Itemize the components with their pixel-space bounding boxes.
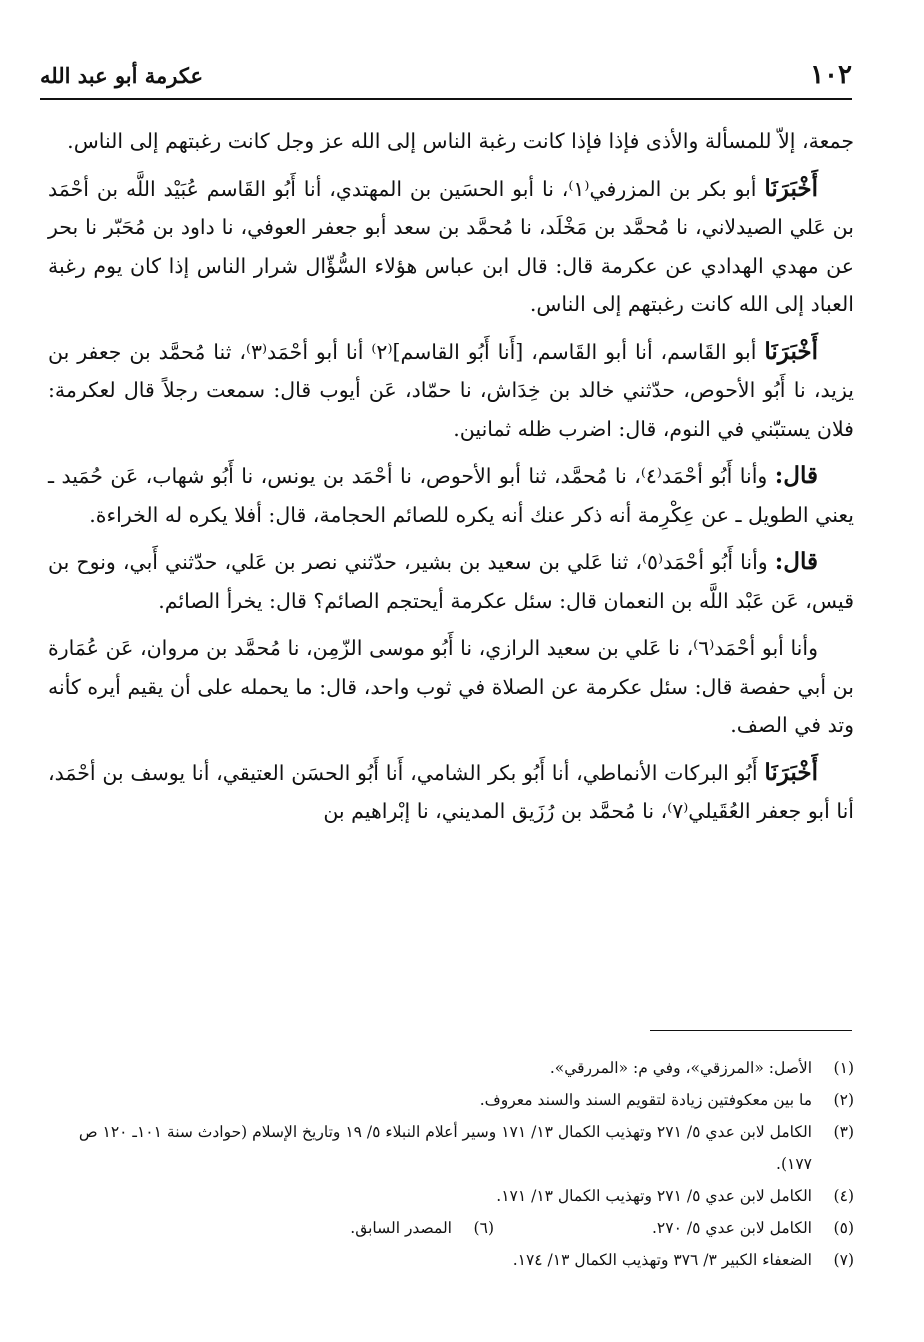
paragraph-text: أَبُو البركات الأنماطي، أنا أَبُو بكر الشامي، أَنا أَبُو الحسَن العتيقي، أنا يوسف بن أحْمَد، أنا أبو جعفر العُقَيلي⁽٧⁾، نا مُحمَّد بن رُزَيق المديني، نا إبْراهيم بن bbox=[48, 760, 854, 823]
footnote-number: (٣) bbox=[833, 1123, 854, 1141]
running-head bbox=[40, 58, 852, 100]
paragraph-4 bbox=[48, 457, 854, 534]
paragraph-text: وأنا أَبُو أحْمَد⁽٥⁾، ثنا عَلي بن سعيد بن بشير، حدّثني نصر بن عَلي، حدّثني أَبي، ونوح بن قيس، عَن عَبْد اللَّه بن النعمان قال: سئل عكرمة أيحتجم الصائم؟ قال: يخرأ الصائم. bbox=[48, 550, 854, 613]
footnote-number: (٧) bbox=[833, 1251, 854, 1269]
footnote-1 bbox=[48, 1052, 854, 1084]
paragraph-text: أبو القَاسم، أنا أبو القَاسم، [أَنا أَبُو القاسم]⁽٢⁾ أنا أبو أحْمَد⁽٣⁾، ثنا مُحمَّد بن جعفر بن يزيد، نا أَبُو الأحوص، حدّثني خالد بن خِدَاش، نا حمّاد، عَن أيوب قال: سمعت رجلاً قال لعكرمة: فلان يستبّني في النوم، قال: اضرب ظله ثمانين. bbox=[48, 339, 854, 441]
paragraph-lead-word: أَخْبَرَنَا bbox=[764, 337, 818, 365]
footnote-row-5-6 bbox=[48, 1212, 854, 1244]
paragraph-lead-word: قال: bbox=[774, 462, 818, 489]
footnote-2 bbox=[48, 1084, 854, 1116]
footnote-text: الكامل لابن عدي ٥/ ٢٧٠. bbox=[651, 1219, 812, 1237]
footnote-text: ما بين معكوفتين زيادة لتقويم السند والسند معروف. bbox=[479, 1091, 812, 1109]
footnote-number: (٢) bbox=[833, 1091, 854, 1109]
paragraph-lead-word: قال: bbox=[774, 548, 818, 575]
footnote-number: (٤) bbox=[833, 1187, 854, 1205]
footnote-4 bbox=[48, 1180, 854, 1212]
main-text bbox=[48, 122, 854, 840]
footnote-number: (١) bbox=[833, 1059, 854, 1077]
paragraph-3 bbox=[48, 333, 854, 449]
footnote-separator bbox=[650, 1030, 852, 1031]
book-title: عكرمة أبو عبد الله bbox=[40, 63, 204, 88]
paragraph-text: وأنا أَبُو أحْمَد⁽٤⁾، نا مُحمَّد، ثنا أبو الأحوص، نا أحْمَد بن يونس، نا أَبُو شهاب، عَن حُمَيد ـ يعني الطويل ـ عن عِكْرِمة أنه ذكر عنك أنه يكره للصائم الحجامة، قال: أفلا يكره له الخراءة. bbox=[48, 464, 854, 527]
paragraph-1 bbox=[48, 122, 854, 161]
footnote-text: الكامل لابن عدي ٥/ ٢٧١ وتهذيب الكمال ١٣/ ١٧١ وسير أعلام النبلاء ٥/ ١٩ وتاريخ الإسلام (حوادث سنة ١٠١ـ ١٢٠ ص ١٧٧). bbox=[78, 1123, 812, 1173]
paragraph-6 bbox=[48, 629, 854, 745]
paragraph-2 bbox=[48, 170, 854, 324]
paragraph-text: أبو بكر بن المزرفي⁽١⁾، نا أبو الحسَين بن المهتدي، أنا أَبُو القَاسم عُبَيْد اللَّه بن أحْمَد بن عَلي الصيدلاني، نا مُحمَّد بن مَخْلَد، نا مُحمَّد بن سعد أبو جعفر العوفي، نا داود بن مُحَبّر نا بحر عن مهدي الهدادي عن عكرمة قال: قال ابن عباس هؤلاء السُّؤّال شرار الناس إذا كان يوم رغبة العباد إلى الله كانت رغبتهم إلى الناس. bbox=[48, 176, 854, 316]
footnote-text: الأصل: «المرزقي»، وفي م: «المررقي». bbox=[549, 1059, 812, 1077]
footnote-5 bbox=[494, 1212, 854, 1244]
paragraph-5 bbox=[48, 543, 854, 620]
footnote-number: (٦) bbox=[473, 1219, 494, 1237]
footnote-7 bbox=[48, 1244, 854, 1276]
footnote-number: (٥) bbox=[833, 1219, 854, 1237]
paragraph-lead-word: أَخْبَرَنَا bbox=[764, 758, 818, 786]
paragraph-7 bbox=[48, 754, 854, 831]
footnote-text: الكامل لابن عدي ٥/ ٢٧١ وتهذيب الكمال ١٣/ ١٧١. bbox=[496, 1187, 812, 1205]
page-number: ١٠٢ bbox=[810, 60, 852, 90]
paragraph-lead-word: أَخْبَرَنَا bbox=[764, 174, 818, 202]
footnote-text: المصدر السابق. bbox=[350, 1219, 452, 1237]
footnote-6 bbox=[134, 1212, 494, 1244]
paragraph-text: جمعة، إلاّ للمسألة والأذى فإذا فإذا كانت رغبة الناس إلى الله عز وجل كانت رغبتهم إلى الناس. bbox=[67, 129, 854, 153]
footnotes bbox=[48, 1052, 854, 1276]
paragraph-text: وأنا أبو أحْمَد⁽٦⁾، نا عَلي بن سعيد الرازي، نا أَبُو موسى الزّمِن، نا مُحمَّد بن مروان، عَن عُمَارة بن أبي حفصة قال: سئل عكرمة عن الصلاة في ثوب واحد، قال: ما يحمله على أن يقيم أيره كأنه وتد في الصف. bbox=[48, 636, 854, 737]
footnote-3 bbox=[48, 1116, 854, 1180]
footnote-text: الضعفاء الكبير ٣/ ٣٧٦ وتهذيب الكمال ١٣/ ١٧٤. bbox=[512, 1251, 812, 1269]
